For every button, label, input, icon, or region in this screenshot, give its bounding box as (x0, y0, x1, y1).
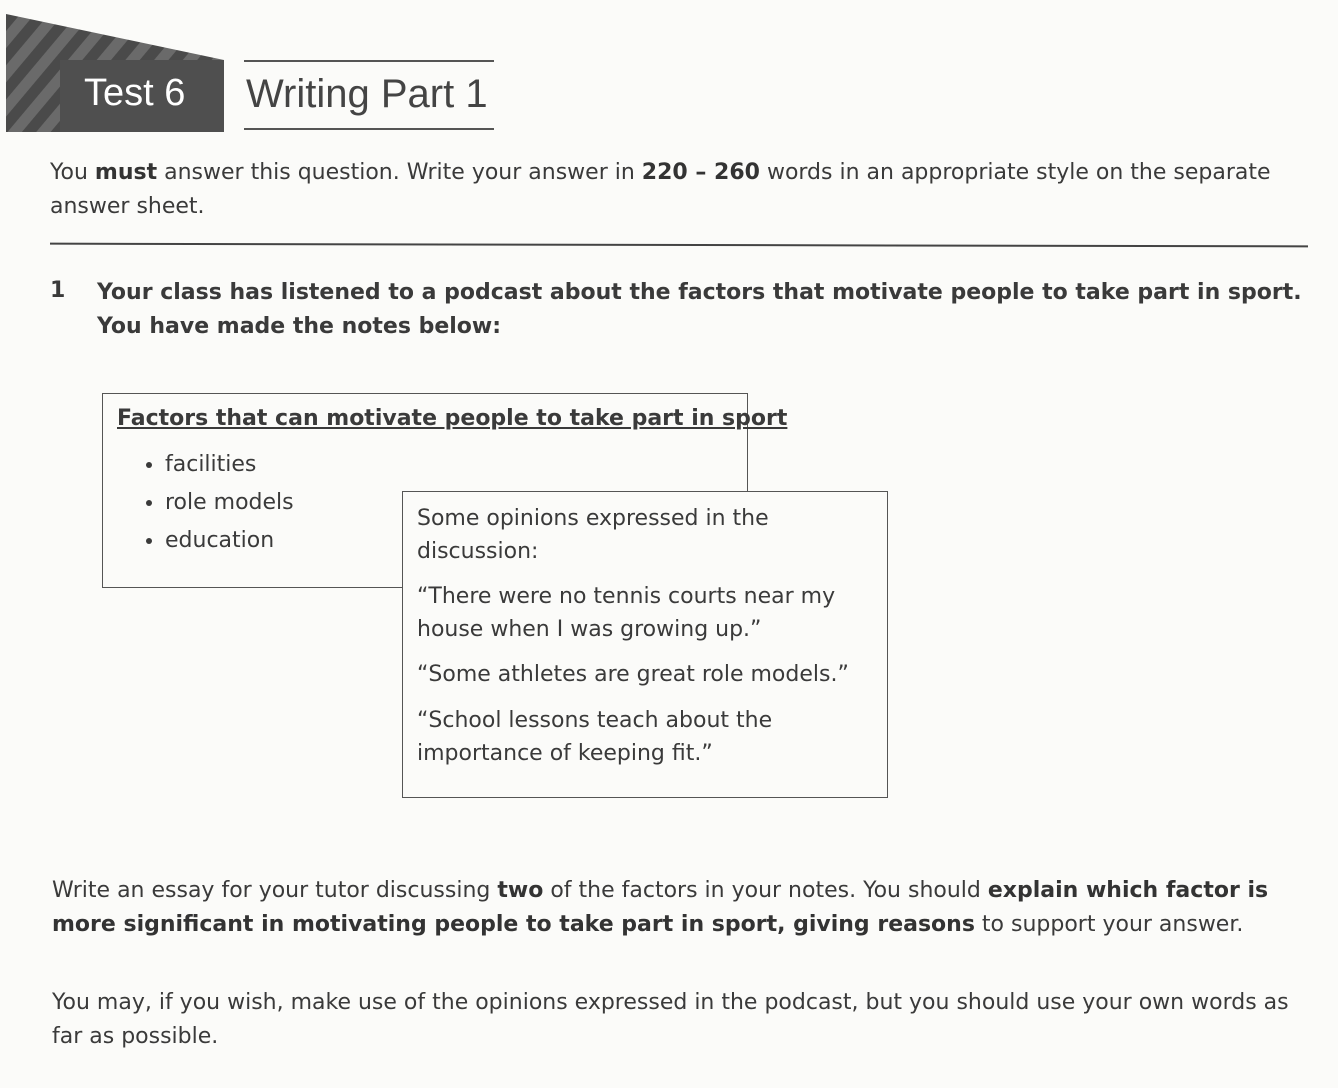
opinion-quote: “Some athletes are great role models.” (417, 662, 849, 687)
notes-heading: Factors that can motivate people to take part in sport (117, 406, 788, 431)
section-title: Writing Part 1 (244, 60, 494, 130)
essay-task: Write an essay for your tutor discussing two of the factors in your notes. You should explain which factor is more significant in motivating people to take part in sport, giving reasons to support your answer. (52, 878, 1269, 937)
final-note: You may, if you wish, make use of the opinions expressed in the podcast, but you should use your own words as far as possible. (52, 990, 1289, 1049)
instructions: You must answer this question. Write your answer in 220 – 260 words in an appropriate style on the separate answer sheet. (50, 160, 1271, 219)
question-number: 1 (50, 278, 66, 303)
test-label: Test 6 (84, 72, 186, 114)
note-item: • facilities (165, 446, 294, 484)
question-text: Your class has listened to a podcast about the factors that motivate people to take part in sport. You have made the notes below: (97, 280, 1302, 339)
opinion-quote: “There were no tennis courts near my house when I was growing up.” (417, 584, 836, 642)
opinion-quote: “School lessons teach about the importance of keeping fit.” (417, 708, 773, 766)
note-item: • role models (165, 484, 294, 522)
opinions-box (402, 491, 888, 798)
divider (50, 243, 1308, 248)
opinions-heading: Some opinions expressed in the discussion: (417, 506, 769, 564)
note-item: • education (165, 522, 294, 560)
